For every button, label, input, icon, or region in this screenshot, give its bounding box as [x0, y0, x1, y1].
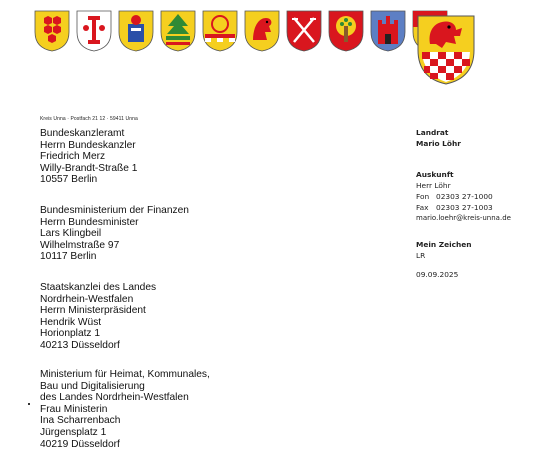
address-line: Bundesministerium der Finanzen [40, 205, 189, 216]
address-line: Willy-Brandt-Straße 1 [40, 162, 138, 174]
address-line: Friedrich Merz [40, 151, 106, 163]
crest-selm [328, 10, 364, 52]
phone-number: 02303 27-1000 [436, 192, 493, 201]
sender-name: Mario Löhr [416, 139, 461, 148]
address-line: Ina Scharrenbach [40, 415, 121, 427]
email-address: mario.loehr@kreis-unna.de [416, 214, 511, 222]
fold-mark [28, 403, 30, 405]
reference-block [416, 239, 472, 261]
crest-schwerte [286, 10, 322, 52]
sender-line: Kreis Unna · Postfach 21 12 · 59411 Unna [40, 116, 138, 122]
reference-heading: Mein Zeichen [416, 240, 472, 249]
date-block [416, 269, 458, 280]
sender-title: Landrat [416, 128, 449, 137]
crest-luenen [244, 10, 280, 52]
crest-unna [370, 10, 406, 52]
crest-froendenberg [118, 10, 154, 52]
crest-kamen [202, 10, 238, 52]
contact-person: Herr Löhr [416, 181, 451, 190]
address-line: 40213 Düsseldorf [40, 339, 120, 351]
reference-code: LR [416, 251, 426, 260]
address-line: Herrn Bundeskanzler [40, 139, 136, 151]
address-line: 10117 Berlin [40, 251, 97, 263]
crest-holzwickede [160, 10, 196, 52]
recipient-block-3 [40, 282, 156, 352]
fax-number: 02303 27-1003 [436, 203, 493, 212]
sender-title-block [416, 127, 461, 149]
phone-label: Fon [416, 192, 430, 201]
recipient-block-1 [40, 128, 137, 186]
crest-bergkamen [34, 10, 70, 52]
info-heading: Auskunft [416, 170, 454, 179]
address-line: Lars Klingbeil [40, 228, 102, 240]
address-line: 10557 Berlin [40, 174, 98, 186]
address-line: des Landes Nordrhein-Westfalen [40, 392, 189, 404]
contact-block [416, 169, 511, 224]
crest-boenen [76, 10, 112, 52]
kreis-unna-crest [416, 14, 476, 86]
address-line: Bau und Digitalisierung [40, 380, 145, 392]
address-line: Jürgensplatz 1 [40, 426, 107, 438]
address-line: Herrn Bundesminister [40, 216, 139, 228]
address-line: 40219 Düsseldorf [40, 438, 120, 450]
address-line: Ministerium für Heimat, Kommunales, [40, 369, 210, 380]
recipient-block-2 [40, 205, 189, 263]
address-line: Hendrik Wüst [40, 316, 102, 328]
fax-label: Fax [416, 203, 429, 212]
address-line: Bundeskanzleramt [40, 128, 125, 139]
address-line: Frau Ministerin [40, 403, 108, 415]
address-line: Wilhelmstraße 97 [40, 239, 120, 251]
recipient-block-4 [40, 369, 210, 450]
letter-date: 09.09.2025 [416, 270, 459, 279]
address-line: Nordrhein-Westfalen [40, 293, 134, 305]
address-line: Staatskanzlei des Landes [40, 282, 157, 293]
address-line: Herrn Ministerpräsident [40, 305, 146, 317]
address-line: Horionplatz 1 [40, 328, 101, 340]
phone-row [416, 191, 511, 202]
fax-row [416, 202, 511, 213]
